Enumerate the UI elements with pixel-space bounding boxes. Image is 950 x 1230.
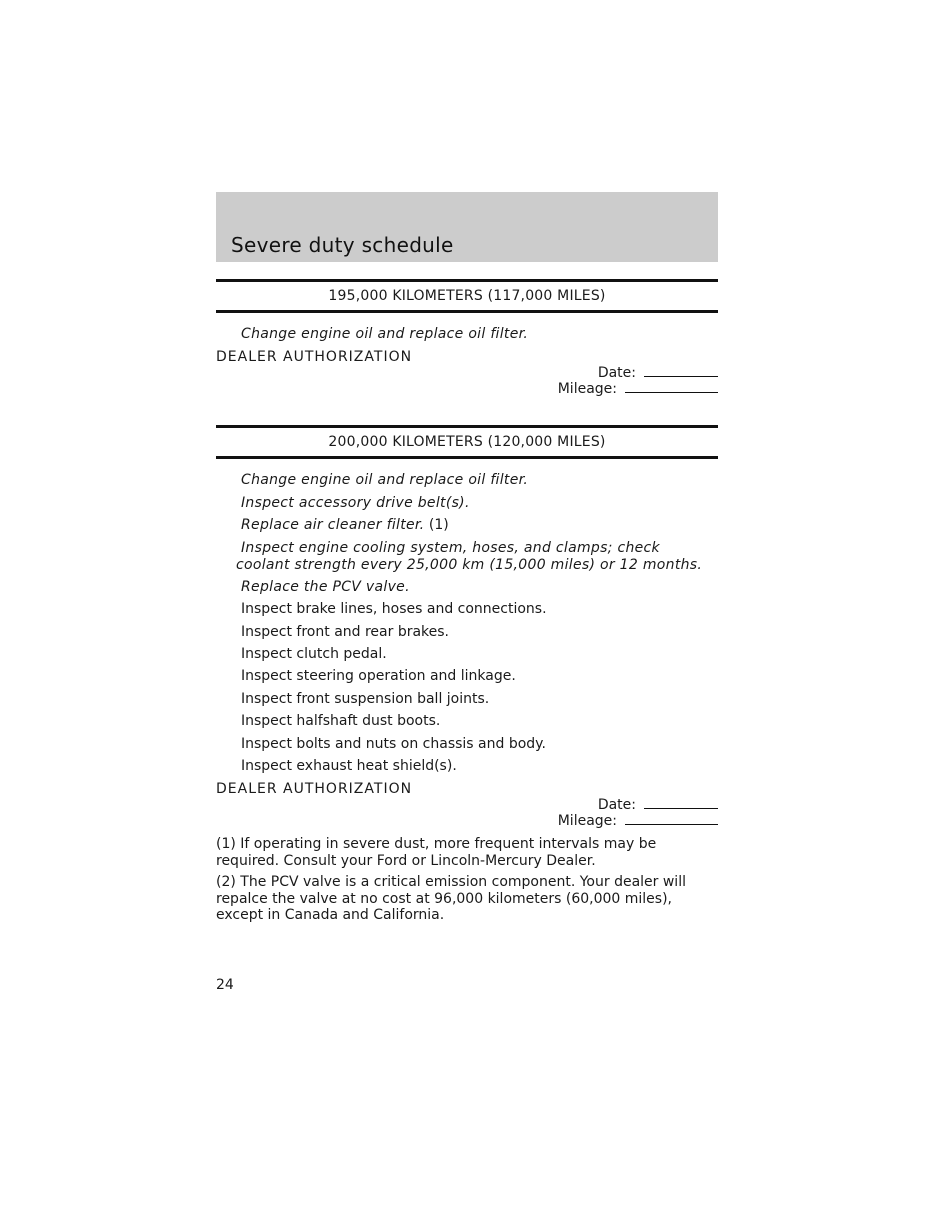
service-item: Inspect bolts and nuts on chassis and body. bbox=[241, 736, 546, 752]
mileage-label: Mileage: bbox=[557, 813, 617, 829]
service-item: Change engine oil and replace oil filter. bbox=[241, 326, 529, 342]
service-item: Inspect front and rear brakes. bbox=[241, 624, 450, 640]
service-item: Inspect exhaust heat shield(s). bbox=[241, 758, 457, 774]
date-row bbox=[598, 797, 718, 813]
service-item-text: Replace air cleaner filter. bbox=[241, 517, 425, 533]
service-item: Inspect engine cooling system, hoses, and clamps; check coolant strength every 25,000 km (15,000 miles) or 12 months. bbox=[236, 540, 703, 573]
date-row bbox=[598, 365, 718, 381]
mileage-row bbox=[558, 813, 718, 829]
date-signature-line[interactable] bbox=[644, 807, 718, 809]
service-item: Inspect front suspension ball joints. bbox=[241, 691, 490, 707]
service-item: Replace the PCV valve. bbox=[241, 579, 410, 595]
page-number: 24 bbox=[216, 977, 234, 993]
interval-heading-195000: 195,000 KILOMETERS (117,000 MILES) bbox=[216, 279, 718, 313]
service-item: Inspect brake lines, hoses and connections. bbox=[241, 601, 547, 617]
mileage-row bbox=[558, 381, 718, 397]
service-item: Inspect halfshaft dust boots. bbox=[241, 713, 441, 729]
footnote-1: (1) If operating in severe dust, more frequent intervals may be required. Consult your Ford or Lincoln-Mercury Dealer. bbox=[216, 836, 657, 869]
footnote-ref: (1) bbox=[424, 517, 449, 533]
service-item: Inspect steering operation and linkage. bbox=[241, 668, 516, 684]
service-item: Inspect accessory drive belt(s). bbox=[241, 495, 470, 511]
footnote-2: (2) The PCV valve is a critical emission component. Your dealer will repalce the valve at no cost at 96,000 kilometers (60,000 miles), except in Canada and California. bbox=[216, 874, 686, 923]
interval-heading-200000: 200,000 KILOMETERS (120,000 MILES) bbox=[216, 425, 718, 459]
mileage-signature-line[interactable] bbox=[625, 391, 718, 393]
date-label: Date: bbox=[597, 365, 636, 381]
header-band bbox=[216, 192, 718, 262]
date-signature-line[interactable] bbox=[644, 375, 718, 377]
mileage-signature-line[interactable] bbox=[625, 823, 718, 825]
dealer-authorization-label: DEALER AUTHORIZATION bbox=[216, 349, 413, 365]
service-item bbox=[241, 517, 449, 534]
service-item: Inspect clutch pedal. bbox=[241, 646, 387, 662]
dealer-authorization-label: DEALER AUTHORIZATION bbox=[216, 781, 413, 797]
service-item: Change engine oil and replace oil filter. bbox=[241, 472, 529, 488]
page-title: Severe duty schedule bbox=[231, 233, 454, 257]
mileage-label: Mileage: bbox=[557, 381, 617, 397]
date-label: Date: bbox=[597, 797, 636, 813]
